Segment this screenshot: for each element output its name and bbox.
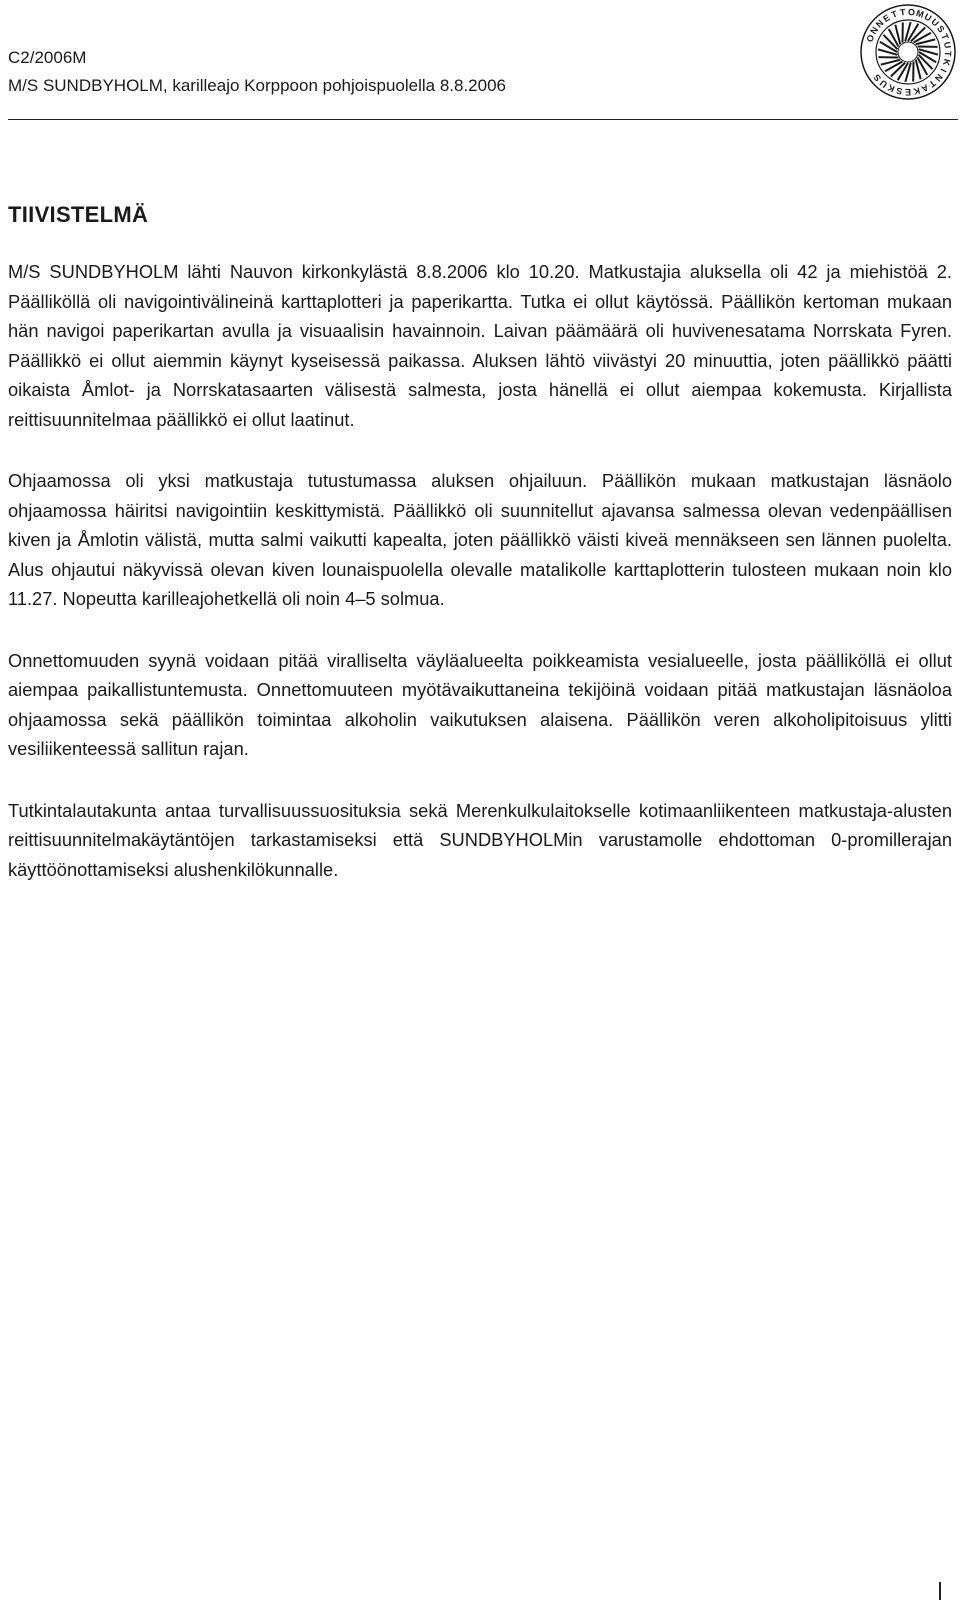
summary-paragraph-1: M/S SUNDBYHOLM lähti Nauvon kirkonkylästä 8.8.2006 klo 10.20. Matkustajia aluksella oli 42 ja miehistöä 2. Päälliköllä oli navigointivälineinä karttaplotteri ja paperikartta. Tutka ei ollut käytössä. Päällikön kertoman mukaan hän navigoi paperikartan avulla ja visuaalisin havainnoin. Laivan päämäärä oli huvivenesatama Norrskata Fyren. Päällikkö ei ollut aiemmin käynyt kyseisessä paikassa. Aluksen lähtö viivästyi 20 minuuttia, joten päällikkö päätti oikaista Åmlot- ja Norrskatasaarten välisestä salmesta, josta hänellä ei ollut aiempaa kokemusta. Kirjallista reittisuunnitelmaa päällikkö ei ollut laatinut. <box>8 261 952 430</box>
svg-text:O: O <box>907 6 916 18</box>
summary-paragraph-3: Onnettomuuden syynä voidaan pitää viralliselta väyläalueelta poikkeamista vesialueelle, josta päälliköllä ei ollut aiempaa paikallistuntemusta. Onnettomuuteen myötävaikuttaneina tekijöinä voidaan pitää matkustajan läsnäoloa ohjaamossa sekä päällikön toimintaa alkoholin vaikutuksen alaisena. Päällikön veren alkoholipitoisuus ylitti vesiliikenteessä sallitun rajan. <box>8 649 952 759</box>
svg-text:N: N <box>868 25 881 36</box>
summary-body <box>8 257 952 916</box>
svg-text:S: S <box>895 85 904 97</box>
svg-text:K: K <box>886 82 897 95</box>
summary-heading: TIIVISTELMÄ <box>8 202 149 227</box>
svg-text:U: U <box>922 11 934 24</box>
svg-text:U: U <box>941 40 953 50</box>
svg-text:U: U <box>878 77 890 90</box>
svg-text:S: S <box>871 72 884 84</box>
svg-text:N: N <box>873 17 886 30</box>
svg-text:S: S <box>934 23 947 35</box>
seal-icon <box>858 2 958 102</box>
svg-text:O: O <box>864 33 877 44</box>
document-header <box>8 44 948 100</box>
svg-text:I: I <box>938 67 949 74</box>
header-divider <box>8 119 958 120</box>
svg-text:E: E <box>881 12 892 25</box>
svg-text:T: T <box>942 50 954 57</box>
svg-text:T: T <box>927 78 938 90</box>
svg-text:T: T <box>939 32 951 42</box>
svg-text:M: M <box>914 7 926 20</box>
svg-text:T: T <box>899 7 907 18</box>
page-number-mark <box>939 1582 941 1600</box>
svg-text:T: T <box>890 8 899 21</box>
svg-text:A: A <box>919 82 930 95</box>
summary-paragraph-2: Ohjaamossa oli yksi matkustaja tutustumassa aluksen ohjailuun. Päällikön mukaan matkustajan läsnäolo ohjaamossa häiritsi navigointiin keskittymistä. Päällikkö oli suunnitellut ajavansa salmessa olevan vedenpäällisen kiven ja Åmlotin välistä, mutta salmi vaikutti kapealta, joten päällikkö väisti kiveä mennäkseen sen lännen puolelta. Alus ohjautui näkyvissä olevan kiven lounaispuolella olevalle matalikolle karttaplotterin tulosteen mukaan noin klo 11.27. Nopeutta karilleajohetkellä oli noin 4–5 solmua. <box>8 470 952 609</box>
svg-text:K: K <box>912 85 921 97</box>
summary-paragraph-4: Tutkintalautakunta antaa turvallisuussuosituksia sekä Merenkulkulaitokselle kotimaanliikenteen matkustaja-alusten reittisuunnitelmakäytäntöjen tarkastamiseksi että SUNDBYHOLMin varustamolle ehdottoman 0-promillerajan käyttöönottamiseksi alushenkilökunnalle. <box>8 799 952 880</box>
svg-text:N: N <box>932 72 945 84</box>
report-id: C2/2006M <box>8 48 87 67</box>
report-subtitle: M/S SUNDBYHOLM, karilleajo Korppoon pohjoispuolella 8.8.2006 <box>8 76 506 95</box>
svg-text:U: U <box>929 16 941 29</box>
svg-text:K: K <box>940 57 953 67</box>
svg-text:E: E <box>904 87 912 97</box>
